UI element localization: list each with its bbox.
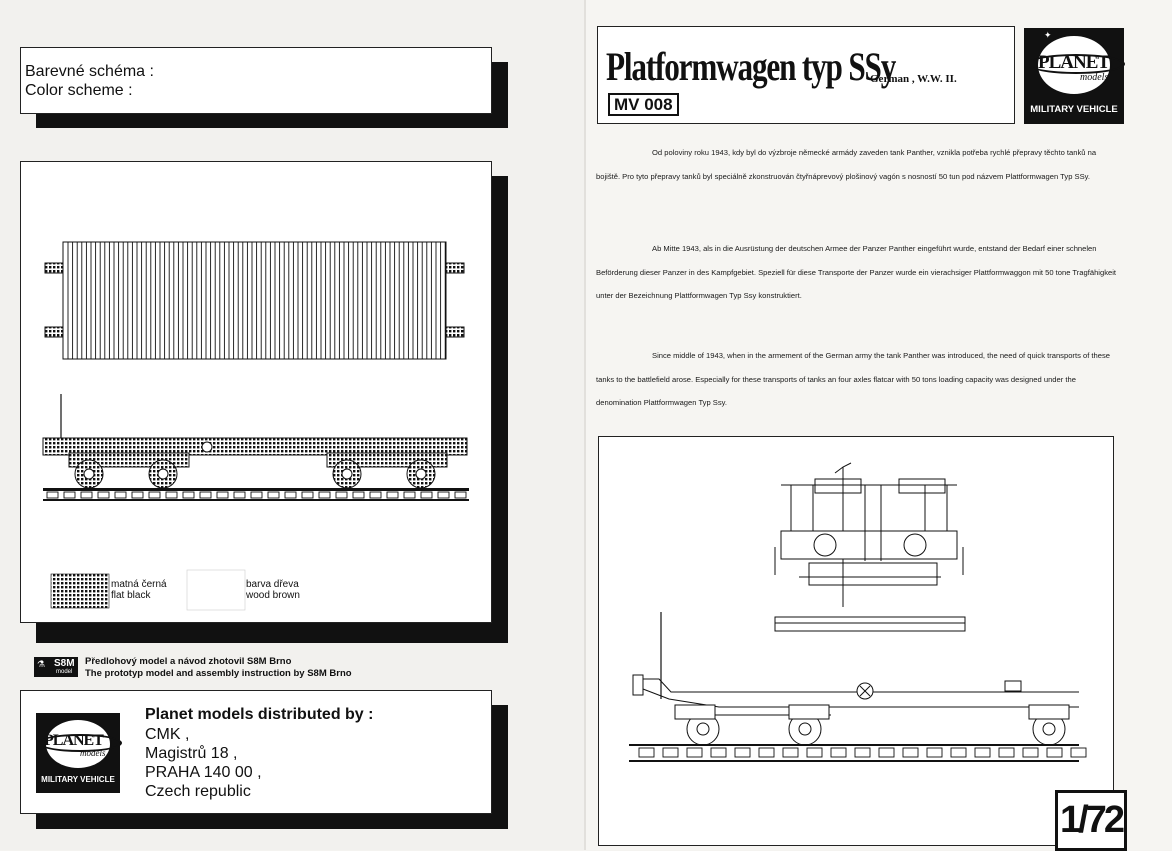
color-scheme-title-en: Color scheme :	[25, 82, 133, 99]
color-scheme-title-cz: Barevné schéma :	[25, 63, 154, 80]
planet-logo: ✦ PLANET models MILITARY VEHICLE	[1024, 28, 1124, 124]
wagon-end-and-side-drawing	[599, 437, 1113, 845]
page-title: Platformwagen typ SSy	[606, 44, 896, 89]
title-box	[597, 26, 1015, 124]
s8m-badge: ⚗ S8M model	[34, 657, 78, 677]
legend-label-black: matná černá flat black	[111, 579, 167, 601]
model-code: MV 008	[608, 93, 679, 116]
distributor-box	[20, 690, 492, 814]
paragraph-german: Ab Mitte 1943, als in die Ausrüstung der deutschen Armee der Panzer Panther eingeführt wurde, entstand der Bedarf einer schnelen Beförderung dieser Panzer in des Kampfgebiet. Speziell für diese Transporte der Panzer wurde ein vierachsiger Plattformwaggon mit 50 tone Tragfähigkeit unter der Bezeichnung Plattformwagen Typ Ssy konstruktiert.	[596, 244, 1117, 300]
planet-logo-small: PLANET models MILITARY VEHICLE	[36, 713, 120, 793]
paragraph-czech: Od poloviny roku 1943, kdy byl do výzbroje německé armády zaveden tank Panther, vznikla potřeba rychlé přepravy těchto tanků na bojiště. Pro tyto přepravy tanků byl speciálně zkonstruován čtyřnáprevový plošinový vagón s nosností 50 tun pod názvem Plattformwagen Typ SSy.	[596, 148, 1097, 181]
page-subtitle: German , W.W. II.	[870, 73, 957, 85]
distributor-line: Czech republic	[145, 783, 251, 800]
color-scheme-drawing-box	[20, 161, 492, 623]
wagon-top-and-side-view	[21, 162, 491, 622]
legend-label-wood: barva dřeva wood brown	[246, 579, 300, 601]
page-fold	[584, 0, 586, 850]
color-scheme-box	[20, 47, 492, 114]
star-icon: ✦	[1044, 30, 1052, 40]
paragraph-english: Since middle of 1943, when in the armement of the German army the tank Panther was introduced, the need of quick transports of these tanks to the battlefield arose. Especially for these transports of tanks an four axles flatcar with 50 tons loading capacity was designed under the denomination Plattformwagen Typ Ssy.	[596, 351, 1110, 407]
distributor-line: Magistrů 18 ,	[145, 745, 238, 762]
technical-drawing-box	[598, 436, 1114, 846]
figure-icon: ⚗	[37, 659, 46, 669]
distributor-line: PRAHA 140 00 ,	[145, 764, 262, 781]
distributor-title: Planet models distributed by :	[145, 706, 374, 723]
distributor-line: CMK ,	[145, 726, 190, 743]
credit-text: Předlohový model a návod zhotovil S8M Brno The prototyp model and assembly instruction by S8M Brno	[85, 656, 352, 679]
scale-badge: 1/72	[1055, 790, 1127, 851]
